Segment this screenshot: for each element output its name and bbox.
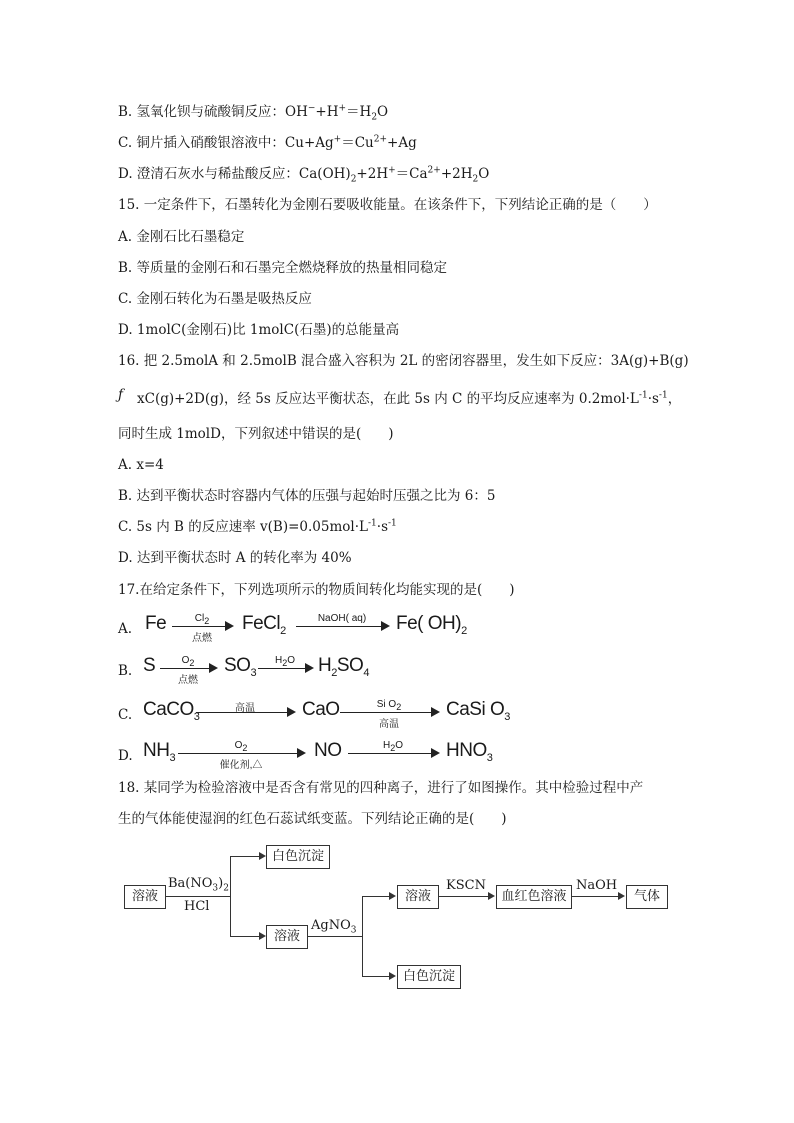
- condition-top: 高温: [235, 703, 255, 714]
- reaction-arrow: [340, 699, 438, 730]
- species-no: NO: [314, 740, 342, 761]
- species-fe: Fe: [145, 613, 167, 634]
- box-gas: 气体: [626, 885, 668, 909]
- condition-bottom: 点燃: [192, 633, 212, 644]
- box-white-precipitate-2: 白色沉淀: [397, 965, 461, 989]
- reaction-arrow: [296, 613, 388, 627]
- box-solution-3: 溶液: [397, 885, 439, 909]
- box-white-precipitate-1: 白色沉淀: [266, 845, 330, 869]
- condition-top: Si $O_2$: [376, 699, 402, 712]
- condition-top: $H_2O$: [382, 740, 404, 753]
- species-so3: $SO_3$: [224, 655, 257, 679]
- question-16-line3: 同时生成 1molD，下列叙述中错误的是( ): [118, 426, 394, 442]
- arrow-head: [488, 892, 495, 900]
- arrow-head: [389, 972, 396, 980]
- arrow-head: [618, 892, 625, 900]
- connector-line: [307, 936, 363, 937]
- box-solution-start: 溶液: [124, 885, 166, 909]
- question-16-line2: ƒ xC(g)+2D(g)，经 5s 反应达平衡状态，在此 5s 内 C 的平均反应速率为 $0.2mol\cdot L^{-1}\cdot s^{-1}$，: [118, 387, 682, 407]
- condition-top: $O_2$: [234, 740, 248, 753]
- reaction-arrow: [348, 740, 438, 754]
- branch-bottom-line: [230, 936, 260, 937]
- reagent-naoh: NaOH: [576, 878, 618, 893]
- species-fe-oh-2: Fe( $OH)_2$: [396, 613, 467, 637]
- species-h2so4: $H_2SO_4$: [318, 655, 369, 679]
- q16-option-d: D. 达到平衡状态时 A 的转化率为 40%: [118, 550, 352, 566]
- species-s: S: [143, 655, 156, 676]
- condition-top: $O_2$: [181, 655, 195, 668]
- condition-bottom: 高温: [379, 719, 399, 730]
- equilibrium-symbol: ƒ: [118, 387, 123, 403]
- species-caco3: CaCO$_3$: [143, 699, 200, 723]
- q15-option-d: D. 1molC(金刚石)比 1molC(石墨)的总能量高: [118, 322, 400, 338]
- condition-top: $H_2O$: [274, 655, 296, 668]
- reaction-arrow: [172, 613, 232, 644]
- option-label: B.: [118, 663, 133, 679]
- species-casio3: CaSi $O_3$: [446, 699, 510, 723]
- reaction-arrow: [258, 655, 312, 669]
- q15-option-b: B. 等质量的金刚石和石墨完全燃烧释放的热量相同稳定: [118, 260, 448, 276]
- q16-option-c: C. 5s 内 B 的反应速率 $v(B)=0.05mol\cdot L^{-1}\cdot s^{-1}$: [118, 518, 397, 535]
- option-label: C.: [118, 707, 133, 723]
- reagent-agno3: AgNO$_3$: [311, 918, 357, 936]
- branch-top-line: [362, 896, 390, 897]
- arrow-head: [259, 852, 266, 860]
- box-blood-red-solution: 血红色溶液: [496, 885, 572, 909]
- reaction-arrow: [160, 655, 216, 686]
- condition-bottom: 点燃: [178, 675, 198, 686]
- species-cao: CaO: [302, 699, 340, 720]
- condition-top: NaOH( aq): [317, 613, 367, 624]
- box-solution-2: 溶液: [266, 925, 308, 949]
- q15-option-c: C. 金刚石转化为石墨是吸热反应: [118, 291, 312, 307]
- q17-option-a: [118, 613, 518, 643]
- connector-line: [166, 896, 230, 897]
- reaction-arrow: [196, 703, 294, 714]
- option-b-prev: B. 氢氧化钡与硫酸铜反应：$OH^-+H^+=H_2O$: [118, 103, 389, 123]
- q17-option-b: [118, 655, 518, 685]
- arrow-head: [259, 932, 266, 940]
- condition-bottom: 催化剂,△: [219, 760, 263, 771]
- reaction-arrow: [178, 740, 304, 771]
- branch-line: [362, 896, 363, 976]
- question-16-line1: 16. 把 2.5molA 和 2.5molB 混合盛入容积为 2L 的密闭容器里，发生如下反应：3A(g)+B(g): [118, 353, 689, 369]
- branch-top-line: [230, 856, 260, 857]
- reagent-ba-no3-2: $Ba(NO_3)_2$: [168, 876, 229, 894]
- q17-option-d: [118, 740, 518, 770]
- species-nh3: $NH_3$: [143, 740, 176, 764]
- condition-top: $Cl_2$: [194, 613, 210, 626]
- question-17: 17.在给定条件下，下列选项所示的物质间转化均能实现的是( ): [118, 582, 515, 598]
- option-c-prev: C. 铜片插入硝酸银溶液中：$Cu+Ag^+=Cu^{2+}+Ag$: [118, 134, 417, 151]
- q17-option-c: [118, 699, 518, 729]
- branch-line: [230, 856, 231, 936]
- question-18-line1: 18. 某同学为检验溶液中是否含有常见的四种离子，进行了如图操作。其中检验过程中产: [118, 780, 644, 796]
- connector-line: [571, 896, 618, 897]
- q16-option-b: B. 达到平衡状态时容器内气体的压强与起始时压强之比为 6：5: [118, 488, 496, 504]
- q16-option-a: A. x=4: [118, 457, 164, 473]
- species-fecl2: FeCl$_2$: [242, 613, 286, 637]
- arrow-head: [389, 892, 396, 900]
- reagent-hcl: HCl: [184, 899, 210, 914]
- connector-line: [438, 896, 488, 897]
- question-18-line2: 生的气体能使湿润的红色石蕊试纸变蓝。下列结论正确的是( ): [118, 811, 507, 827]
- option-label: A.: [118, 621, 133, 637]
- species-hno3: $HNO_3$: [446, 740, 493, 764]
- option-label: D.: [118, 748, 133, 764]
- question-15: 15. 一定条件下，石墨转化为金刚石要吸收能量。在该条件下，下列结论正确的是（ ）: [118, 197, 657, 213]
- reagent-kscn: KSCN: [446, 878, 486, 893]
- branch-bottom-line: [362, 976, 390, 977]
- q15-option-a: A. 金刚石比石墨稳定: [118, 229, 245, 245]
- option-d-prev: D. 澄清石灰水与稀盐酸反应：$Ca(OH)_2+2H^+=Ca^{2+}+2H_2O$: [118, 165, 490, 185]
